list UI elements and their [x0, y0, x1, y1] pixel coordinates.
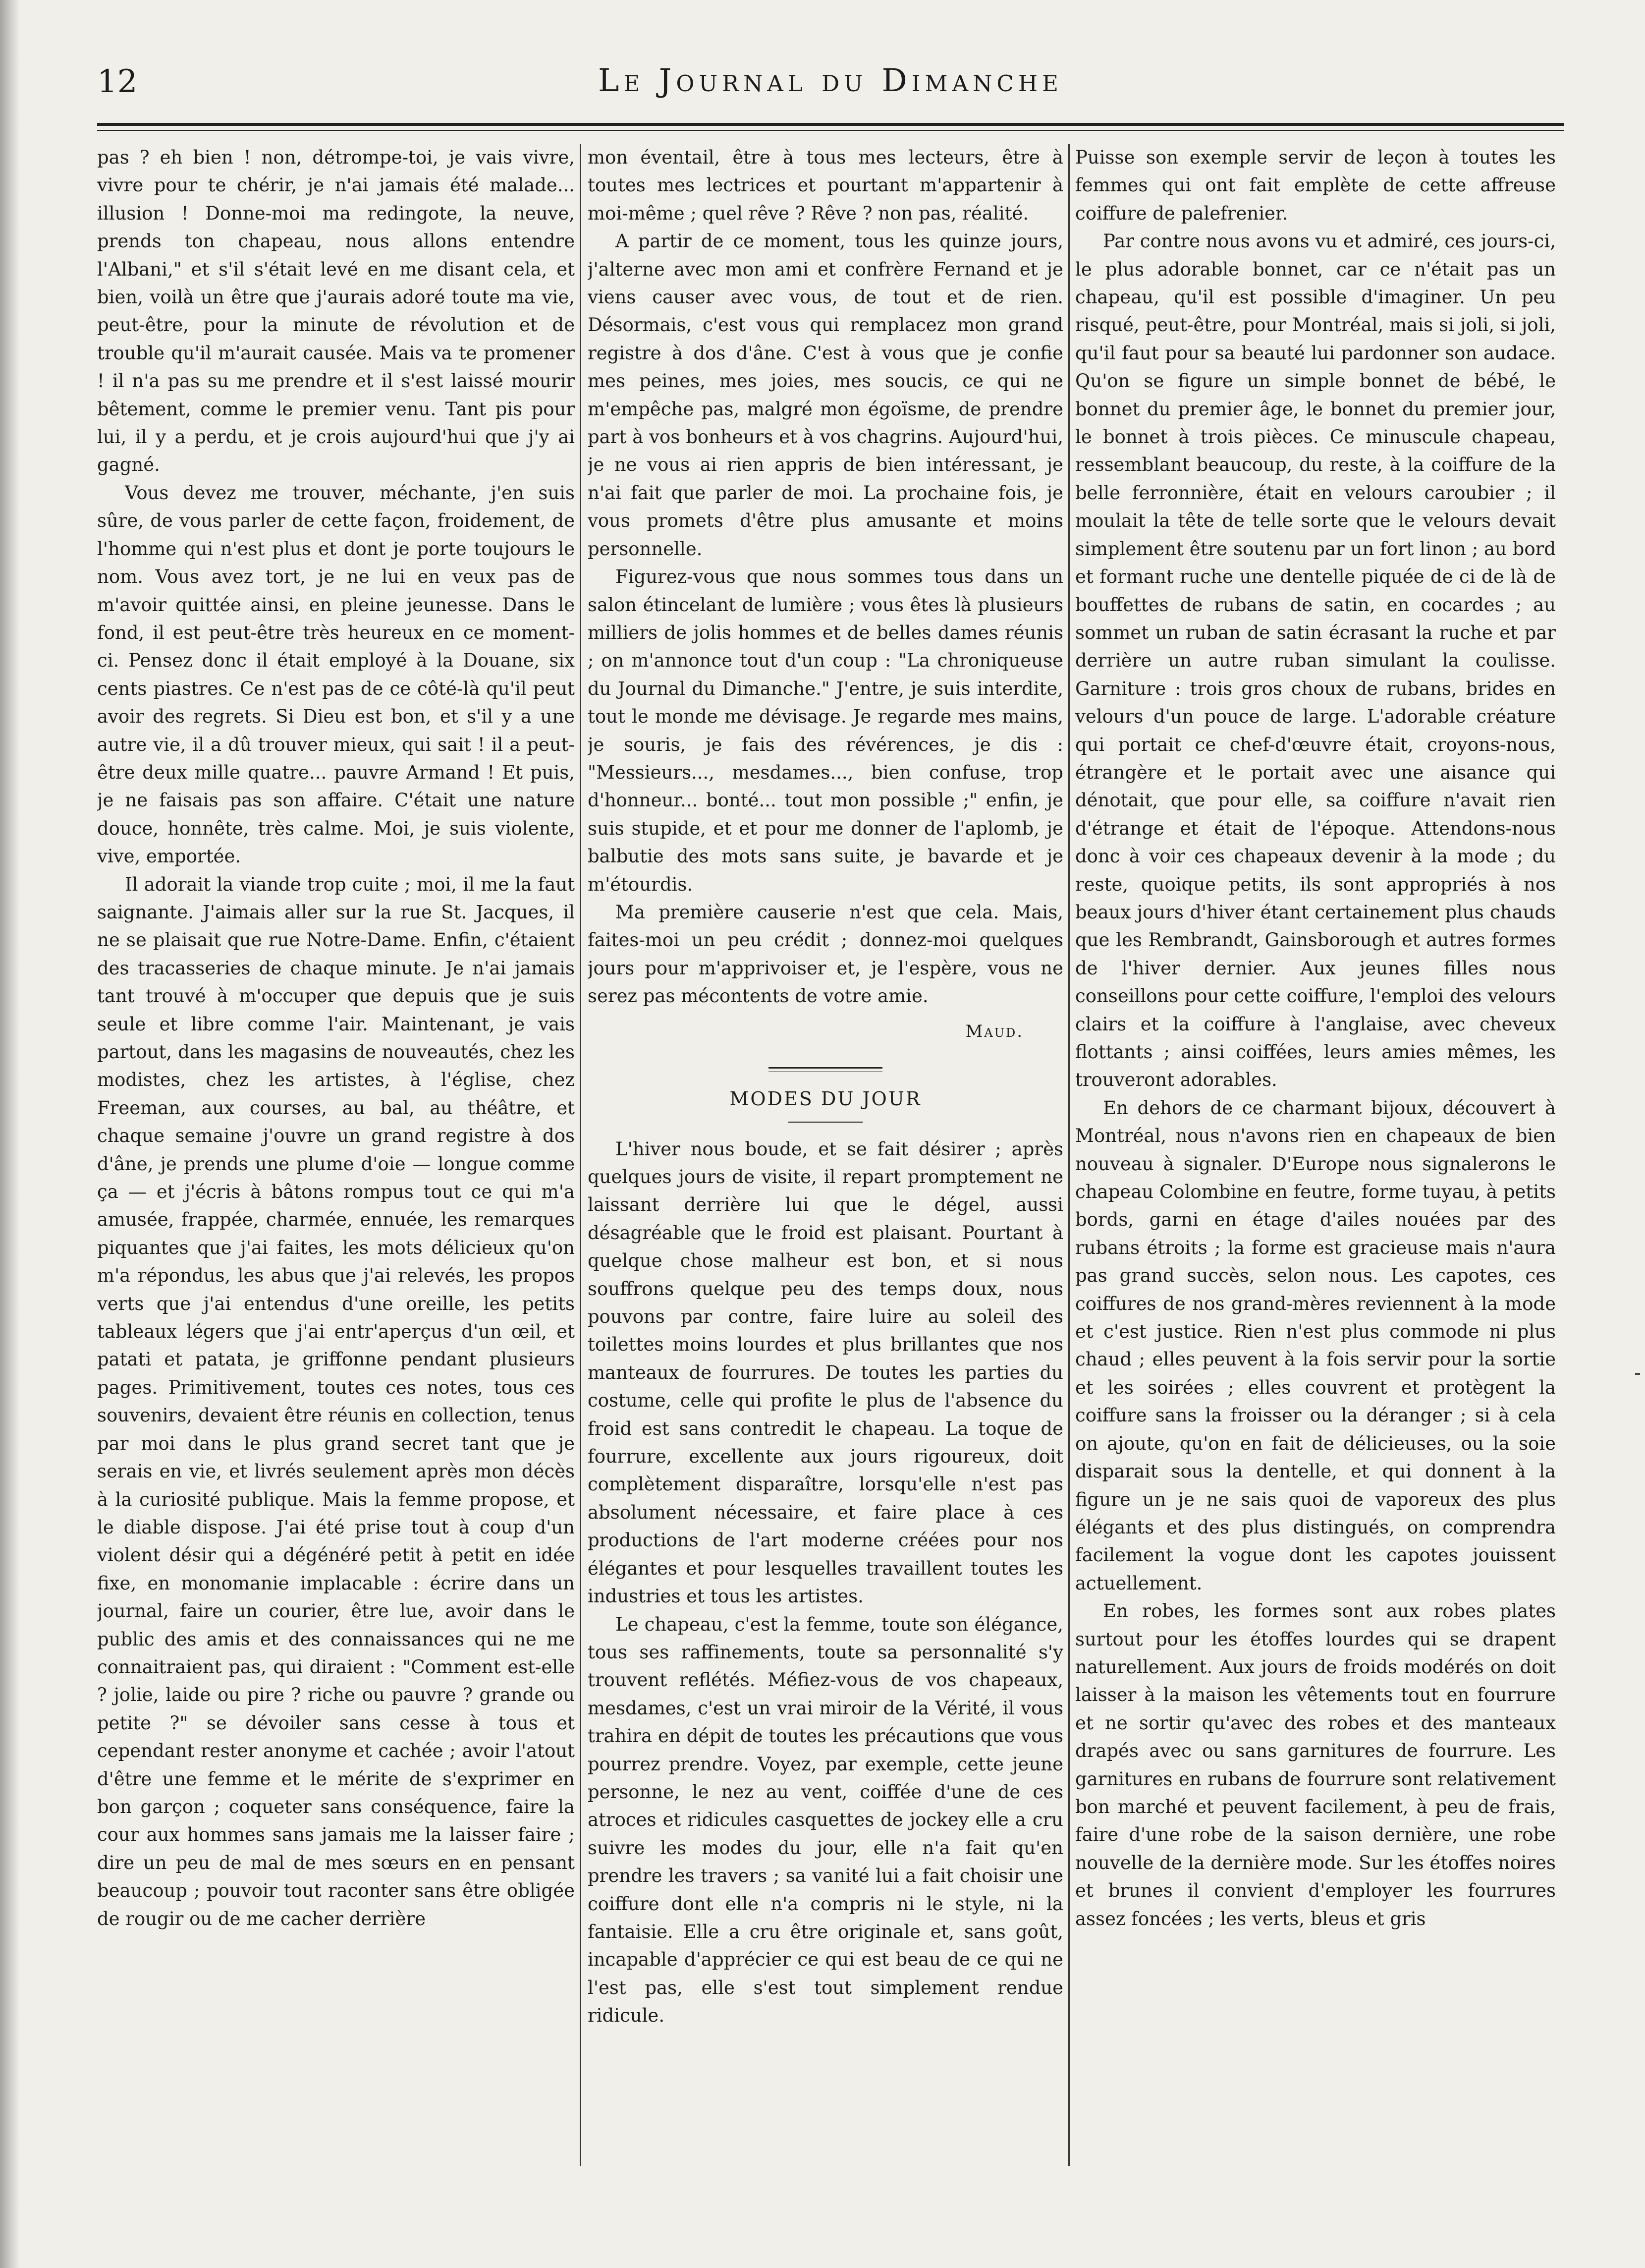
paragraph: Vous devez me trouver, méchante, j'en suis sûre, de vous parler de cette façon, froidement, de l'homme qui n'est plus et dont je porte toujours le nom. Vous avez tort, je ne lui en veux pas de m'avoir quittée ainsi, en pleine jeunesse. Dans le fond, il est peut-être très heureux en ce moment-ci. Pensez donc il était employé à la Douane, six cents piastres. Ce n'est pas de ce côté-là qu'il peut avoir des regrets. Si Dieu est bon, et s'il y a une autre vie, il a dû trouver mieux, qui sait ! il a peut-être deux mille quatre... pauvre Armand ! Et puis, je ne faisais pas son affaire. C'était une nature douce, honnête, très calme. Moi, je suis violente, vive, emportée.: [97, 482, 575, 867]
section-rule: [788, 1122, 863, 1123]
column-divider: [580, 144, 581, 2166]
journal-title: Le Journal du Dimanche: [598, 62, 1063, 99]
binding-shadow: [0, 0, 20, 2268]
column-3: [1075, 144, 1556, 2176]
paragraph: Figurez-vous que nous sommes tous dans un salon étincelant de lumière ; vous êtes là plusieurs milliers de jolis hommes et de belles dames réunis ; on m'annonce tout d'un coup : "La chroniqueuse du Journal du Dimanche." J'entre, je suis interdite, tout le monde me dévisage. Je regarde mes mains, je souris, je fais des révérences, je dis : "Messieurs..., mesdames..., bien confuse, trop d'honneur... bonté... tout mon possible ;" enfin, je suis stupide, et et pour me donner de l'aplomb, je balbutie des mots sans suite, je bavarde et je m'étourdis.: [588, 566, 1063, 895]
paragraph: A partir de ce moment, tous les quinze jours, j'alterne avec mon ami et confrère Fernand et je viens causer avec vous, de tout et de rien. Désormais, c'est vous qui remplacez mon grand registre à dos d'âne. C'est à vous que je confie mes peines, mes joies, mes soucis, ce qui ne m'empêche pas, malgré mon égoïsme, de prendre part à vos bonheurs et à vos chagrins. Aujourd'hui, je ne vous ai rien appris de bien intéressant, je n'ai fait que parler de moi. La prochaine fois, je vous promets d'être plus amusante et moins personnelle.: [588, 230, 1063, 560]
paragraph: Il adorait la viande trop cuite ; moi, il me la faut saignante. J'aimais aller sur la rue St. Jacques, il ne se plaisait que rue Notre-Dame. Enfin, c'étaient des tracasseries de chaque minute. Je n'ai jamais tant trouvé à m'occuper que depuis que je suis seule et libre comme l'air. Maintenant, je vais partout, dans les magasins de nouveautés, chez les modistes, chez les artistes, à l'église, chez Freeman, aux courses, au bal, au théâtre, et chaque semaine j'ouvre un grand registre à dos d'âne, je prends une plume d'oie — longue comme ça — et j'écris à bâtons rompus tout ce qui m'a amusée, frappée, charmée, ennuée, les remarques piquantes que j'ai faites, les mots délicieux qu'on m'a répondus, les abus que j'ai relevés, les propos verts que j'ai entendus d'une oreille, les petits tableaux légers que j'ai entr'aperçus d'un œil, et patati et patata, je griffonne pendant plusieurs pages. Primitivement, toutes ces notes, tous ces souvenirs, devaient être réunis en collection, tenus par moi dans le plus grand secret tant que je serais en vie, et livrés seulement après mon décès à la curiosité publique. Mais la femme propose, et le diable dispose. J'ai été prise tout à coup d'un violent désir qui a dégénéré petit à petit en idée fixe, en monomanie implacable : écrire dans un journal, faire un courier, être lue, avoir dans le public des amis et des connaissances qui ne me connaitraient pas, qui diraient : "Comment est-elle ? jolie, laide ou pire ? riche ou pauvre ? grande ou petite ?" se dévoiler sans cesse à tous et cependant rester anonyme et cachée ; avoir l'atout d'être une femme et le mérite de s'exprimer en bon garçon ; coqueter sans conséquence, faire la cour aux hommes sans jamais me la laisser faire ; dire un peu de mal de mes sœurs en en pensant beaucoup ; pouvoir tout raconter sans être obligée de rougir ou de me cacher derrière: [97, 873, 575, 1929]
paragraph: Le chapeau, c'est la femme, toute son élégance, tous ses raffinements, toute sa personnalité s'y trouvent reflétés. Méfiez-vous de vos chapeaux, mesdames, c'est un vrai miroir de la Vérité, il vous trahira en dépit de toutes les précautions que vous pourrez prendre. Voyez, par exemple, cette jeune personne, le nez au vent, coiffée d'une de ces atroces et ridicules casquettes de jockey elle a cru suivre les modes du jour, elle n'a fait qu'en prendre les travers ; sa vanité lui a fait choisir une coiffure dont elle n'a compris ni le style, ni la fantaisie. Elle a cru être originale et, sans goût, incapable d'apprécier ce qui est beau de ce qui ne l'est pas, elle s'est tout simplement rendue ridicule.: [588, 1613, 1063, 2027]
header-rule-thick: [97, 123, 1564, 126]
paragraph: mon éventail, être à tous mes lecteurs, être à toutes mes lectrices et pourtant m'appartenir à moi-même ; quel rêve ? Rêve ? non pas, réalité.: [588, 147, 1063, 224]
paragraph: En dehors de ce charmant bijoux, découvert à Montréal, nous n'avons rien en chapeaux de bien nouveau à signaler. D'Europe nous signalerons le chapeau Colombine en feutre, forme tuyau, à petits bords, garni en étage d'ailes nouées par des rubans étroits ; la forme est gracieuse mais n'aura pas grand succès, selon nous. Les capotes, ces coiffures de nos grand-mères reviennent à la mode et c'est justice. Rien n'est plus commode ni plus chaud ; elles peuvent à la fois servir pour la sortie et les soirées ; elles couvrent et protègent la coiffure sans la froisser ou la déranger ; si à cela on ajoute, qu'on en fait de délicieuses, ou la soie disparait sous la dentelle, et qui donnent à la figure un je ne sais quoi de vaporeux des plus élégants et des plus distingués, on comprendra facilement la vogue dont les capotes jouissent actuellement.: [1075, 1097, 1556, 1594]
paragraph: Puisse son exemple servir de leçon à toutes les femmes qui ont fait emplète de cette affreuse coiffure de palefrenier.: [1075, 147, 1556, 224]
paragraph: pas ? eh bien ! non, détrompe-toi, je vais vivre, vivre pour te chérir, je n'ai jamais été malade... illusion ! Donne-moi ma redingote, la neuve, prends ton chapeau, nous allons entendre l'Albani," et s'il s'était levé en me disant cela, et bien, voilà un être que j'aurais adoré toute ma vie, peut-être, pour la minute de révolution et de trouble qu'il m'aurait causée. Mais va te promener ! il n'a pas su me prendre et il s'est laissé mourir bêtement, comme le premier venu. Tant pis pour lui, il y a perdu, et je crois aujourd'hui que j'y ai gagné.: [97, 147, 575, 476]
paragraph: En robes, les formes sont aux robes plates surtout pour les étoffes lourdes qui se drapent naturellement. Aux jours de froids modérés on doit laisser à la maison les vêtements tout en fourrure et ne sortir qu'avec des robes et des manteaux drapés avec ou sans garnitures de fourrure. Les garnitures en rubans de fourrure sont relativement bon marché et peuvent facilement, à peu de frais, faire d'une robe de la saison dernière, une robe nouvelle de la dernière mode. Sur les étoffes noires et brunes il convient d'employer les fourrures assez foncées ; les verts, bleus et gris: [1075, 1600, 1556, 1929]
section-title: MODES DU JOUR: [729, 1087, 922, 1110]
margin-mark: [1635, 1373, 1640, 1375]
paragraph: Ma première causerie n'est que cela. Mais, faites-moi un peu crédit ; donnez-moi quelques jours pour m'apprivoiser et, je l'espère, vous ne serez pas mécontents de votre amie.: [588, 901, 1063, 1007]
column-1: [97, 144, 575, 2176]
page-number: 12: [97, 63, 138, 100]
section-ornament: [768, 1067, 882, 1072]
paragraph: Par contre nous avons vu et admiré, ces jours-ci, le plus adorable bonnet, car ce n'était pas un chapeau, qu'il est possible d'imaginer. Un peu risqué, peut-être, pour Montréal, mais si joli, si joli, qu'il faut pour sa beauté lui pardonner son audace. Qu'on se figure un simple bonnet de bébé, le bonnet du premier âge, le bonnet du premier jour, le bonnet à trois pièces. Ce minuscule chapeau, ressemblant beaucoup, du reste, à la coiffure de la belle ferronnière, était en velours caroubier ; il moulait la tête de telle sorte que le velours devait simplement être soutenu par un fort linon ; au bord et formant ruche une dentelle piquée de ci de là de bouffettes de rubans de satin, en cocardes ; au sommet un ruban de satin écrasant la ruche et par derrière un autre ruban simulant la coulisse. Garniture : trois gros choux de rubans, brides en velours d'un pouce de large. L'adorable créature qui portait ce chef-d'œuvre était, croyons-nous, étrangère et le portait avec une aisance qui dénotait, que pour elle, sa coiffure n'avait rien d'étrange et était de l'époque. Attendons-nous donc à voir ces chapeaux devenir à la mode ; du reste, quoique petits, ils sont appropriés à nos beaux jours d'hiver étant certainement plus chauds que les Rembrandt, Gainsborough et autres formes de l'hiver dernier. Aux jeunes filles nous conseillons pour cette coiffure, l'emploi des velours clairs et la coiffure à l'anglaise, avec cheveux flottants ; ainsi coiffées, leurs amies mêmes, les trouveront adorables.: [1075, 230, 1556, 1091]
author-signature: Maud.: [965, 1021, 1024, 1041]
column-2: [588, 144, 1063, 2176]
page-header: [97, 59, 1564, 119]
paragraph: L'hiver nous boude, et se fait désirer ; après quelques jours de visite, il repart promptement ne laissant derrière lui que le dégel, aussi désagréable que le froid est plaisant. Pourtant à quelque chose malheur est bon, et si nous souffrons quelque peu des temps doux, nous pouvons par contre, faire luire au soleil des toilettes moins lourdes et plus brillantes que nos manteaux de fourrures. De toutes les parties du costume, celle qui profite le plus de l'absence du froid est sans contredit le chapeau. La toque de fourrure, excellente aux jours rigoureux, doit complètement disparaître, lorsqu'elle n'est pas absolument nécessaire, et faire place à ces productions de l'art moderne créées pour nos élégantes et pour lesquelles travaillent toutes les industries et tous les artistes.: [588, 1138, 1063, 1607]
column-divider: [1068, 144, 1070, 2166]
header-rule-thin: [97, 130, 1564, 131]
